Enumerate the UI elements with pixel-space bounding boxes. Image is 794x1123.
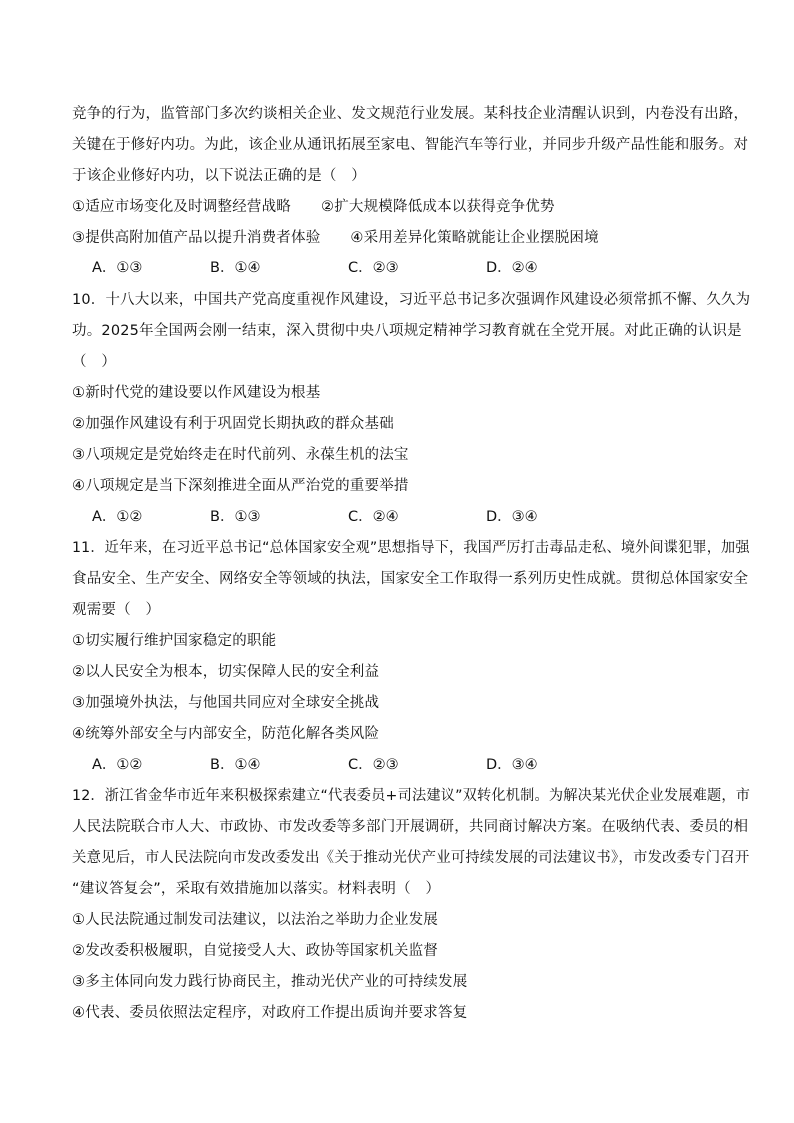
q12-stem-line-2: 人民法院联合市人大、市政协、市发改委等多部门开展调研，共同商讨解决方案。在吸纳代表、委员的相 xyxy=(72,819,749,835)
q10-choice-d[interactable]: D．③④ xyxy=(486,509,538,525)
q11-choice-b[interactable]: B．①④ xyxy=(210,757,261,773)
q9-option-3: ③提供高附加值产品以提升消费者体验 xyxy=(72,230,321,246)
q10-option-1: ①新时代党的建设要以作风建设为根基 xyxy=(72,385,321,401)
q11-option-3: ③加强境外执法，与他国共同应对全球安全挑战 xyxy=(72,695,380,711)
q10-option-2: ②加强作风建设有利于巩固党长期执政的群众基础 xyxy=(72,416,394,432)
q10-stem-line-1: 10．十八大以来，中国共产党高度重视作风建设，习近平总书记多次强调作风建设必须常抓不懈、久久为 xyxy=(72,292,751,308)
q12-option-1: ①人民法院通过制发司法建议，以法治之举助力企业发展 xyxy=(72,912,438,928)
q11-choice-a[interactable]: A．①② xyxy=(92,757,143,773)
q9-option-4: ④采用差异化策略就能让企业摆脱困境 xyxy=(350,230,599,246)
q11-stem-line-3: 观需要（ ） xyxy=(72,602,161,618)
q9-options-row-1 xyxy=(72,197,555,217)
q9-option-2: ②扩大规模降低成本以获得竞争优势 xyxy=(321,199,555,215)
q11-option-4: ④统筹外部安全与内部安全，防范化解各类风险 xyxy=(72,726,380,742)
q12-option-3: ③多主体同向发力践行协商民主，推动光伏产业的可持续发展 xyxy=(72,974,468,990)
q9-options-row-2 xyxy=(72,228,599,248)
q10-option-3: ③八项规定是党始终走在时代前列、永葆生机的法宝 xyxy=(72,447,409,463)
q11-choice-c[interactable]: C．②③ xyxy=(348,757,399,773)
q9-option-1: ①适应市场变化及时调整经营战略 xyxy=(72,199,291,215)
q10-choices xyxy=(72,507,632,527)
q9-choice-d[interactable]: D．②④ xyxy=(486,260,538,276)
q9-choices xyxy=(72,258,632,278)
q9-choice-a[interactable]: A．①③ xyxy=(92,260,143,276)
q12-stem-line-3: 关意见后，市人民法院向市发改委发出《关于推动光伏产业可持续发展的司法建议书》，市发改委专门召开 xyxy=(72,850,750,866)
q12-stem-line-1: 12．浙江省金华市近年来积极探索建立“代表委员+司法建议”双转化机制。为解决某光伏企业发展难题，市 xyxy=(72,788,751,804)
q12-stem-line-4: “建议答复会”，采取有效措施加以落实。材料表明（ ） xyxy=(72,881,441,897)
q11-option-2: ②以人民安全为根本，切实保障人民的安全利益 xyxy=(72,664,380,680)
q10-option-4: ④八项规定是当下深刻推进全面从严治党的重要举措 xyxy=(72,478,409,494)
q9-choice-b[interactable]: B．①④ xyxy=(210,260,261,276)
q11-choices xyxy=(72,755,632,775)
q12-option-4: ④代表、委员依照法定程序，对政府工作提出质询并要求答复 xyxy=(72,1005,468,1021)
q10-stem-line-2: 功。2025年全国两会刚一结束，深入贯彻中央八项规定精神学习教育就在全党开展。对此正确的认识是 xyxy=(72,323,742,339)
q11-stem-line-2: 食品安全、生产安全、网络安全等领域的执法，国家安全工作取得一系列历史性成就。贯彻总体国家安全 xyxy=(72,571,749,587)
q9-stem-line-3: 于该企业修好内功，以下说法正确的是（ ） xyxy=(72,168,366,184)
q10-choice-c[interactable]: C．②④ xyxy=(348,509,399,525)
q9-stem-line-1: 竞争的行为，监管部门多次约谈相关企业、发文规范行业发展。某科技企业清醒认识到，内卷没有出路， xyxy=(72,106,749,122)
q9-stem-line-2: 关键在于修好内功。为此，该企业从通讯拓展至家电、智能汽车等行业，并同步升级产品性能和服务。对 xyxy=(72,137,749,153)
q10-stem-line-3: （ ） xyxy=(72,354,117,370)
q11-option-1: ①切实履行维护国家稳定的职能 xyxy=(72,633,277,649)
q11-stem-line-1: 11．近年来，在习近平总书记“总体国家安全观”思想指导下，我国严厉打击毒品走私、境外间谍犯罪，加强 xyxy=(72,540,750,556)
q12-option-2: ②发改委积极履职，自觉接受人大、政协等国家机关监督 xyxy=(72,943,438,959)
q10-choice-a[interactable]: A．①② xyxy=(92,509,143,525)
q9-choice-c[interactable]: C．②③ xyxy=(348,260,399,276)
q11-choice-d[interactable]: D．③④ xyxy=(486,757,538,773)
q10-choice-b[interactable]: B．①③ xyxy=(210,509,261,525)
